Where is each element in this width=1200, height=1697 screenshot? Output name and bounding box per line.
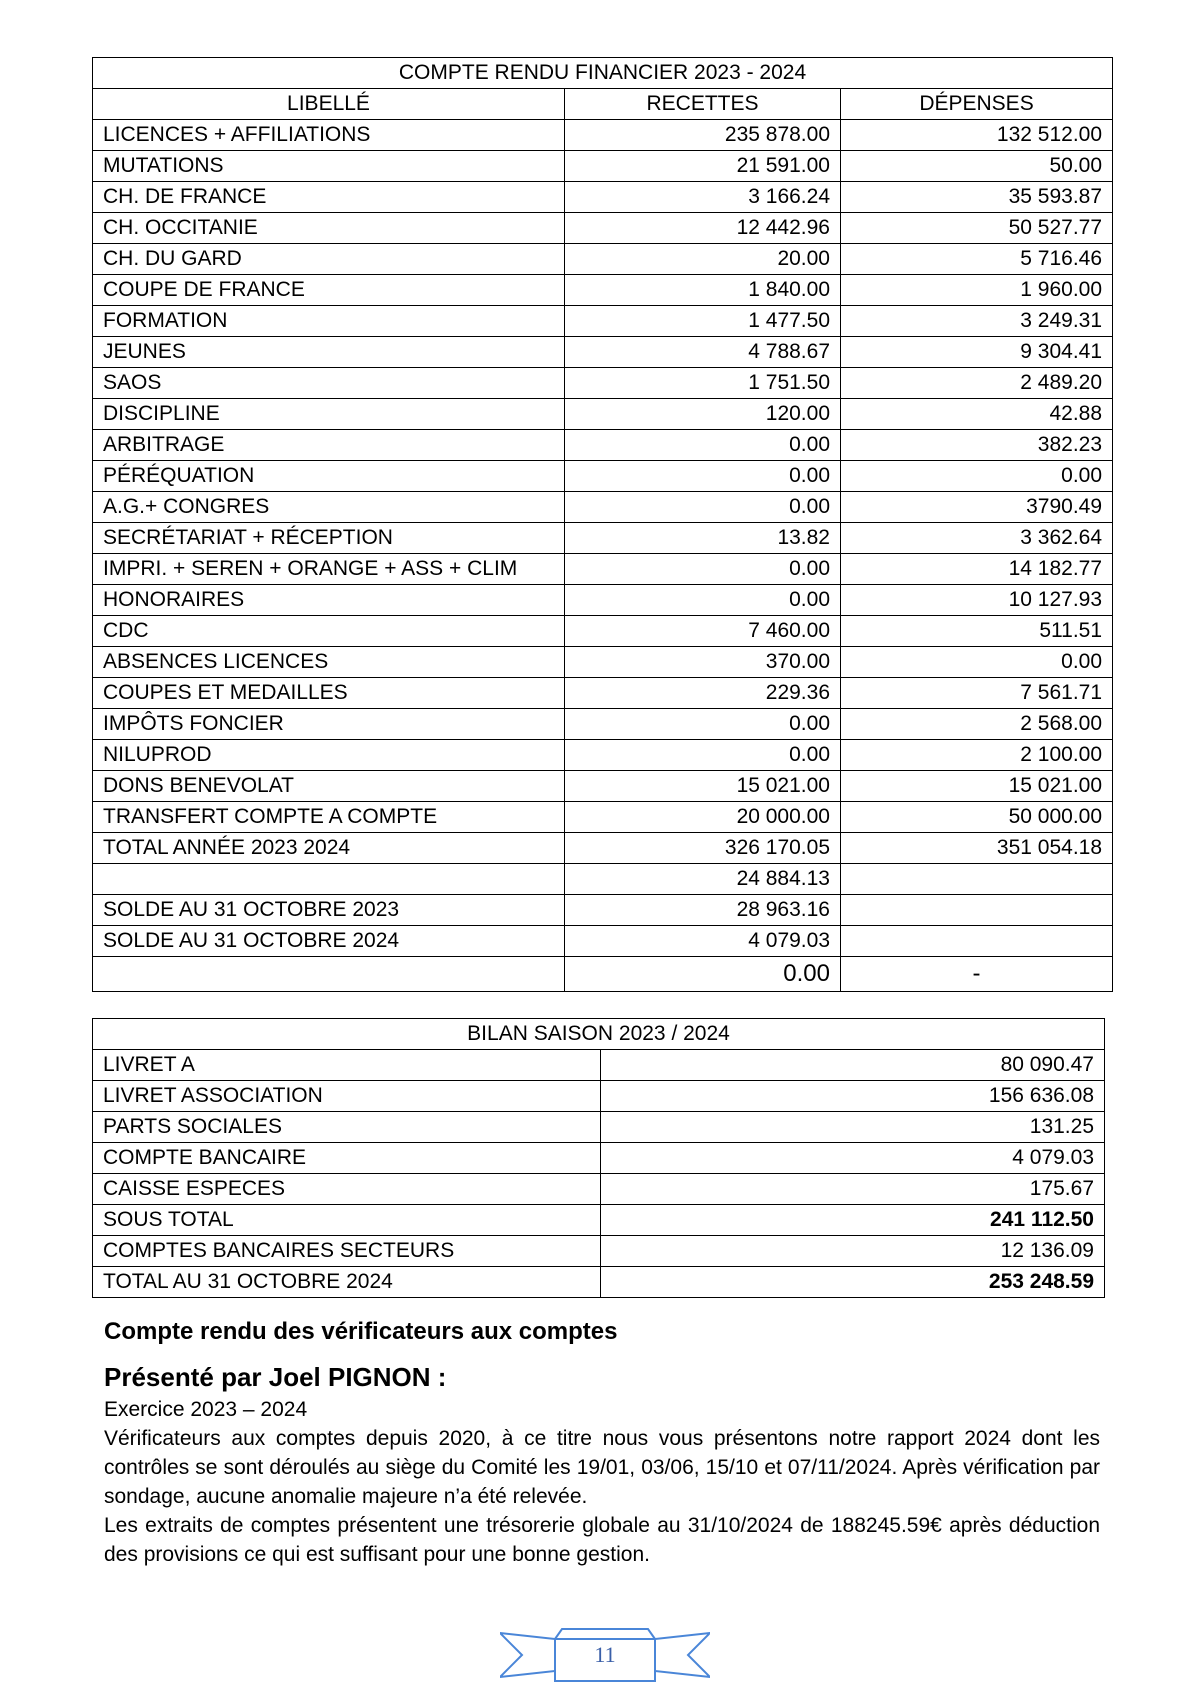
recettes-cell: 4 079.03	[565, 926, 841, 957]
table-row	[93, 399, 1113, 430]
verification-paragraph-2: Les extraits de comptes présentent une trésorerie globale au 31/10/2024 de 188245.59€ après déduction des provisions ce qui est suffisant pour une bonne gestion.	[104, 1514, 1100, 1566]
table-row	[93, 926, 1113, 957]
recettes-cell: 3 166.24	[565, 182, 841, 213]
row-label: CH. OCCITANIE	[93, 213, 565, 244]
depenses-cell: 50.00	[841, 151, 1113, 182]
row-label: ABSENCES LICENCES	[93, 647, 565, 678]
recettes-cell: 120.00	[565, 399, 841, 430]
row-label: MUTATIONS	[93, 151, 565, 182]
bilan-table-title: BILAN SAISON 2023 / 2024	[93, 1019, 1105, 1050]
row-label: FORMATION	[93, 306, 565, 337]
row-label: COMPTE BANCAIRE	[93, 1143, 601, 1174]
row-label: SAOS	[93, 368, 565, 399]
table-row	[93, 461, 1113, 492]
table-row	[93, 1174, 1105, 1205]
verification-paragraph-1: Vérificateurs aux comptes depuis 2020, à ce titre nous vous présentons notre rapport 2024 dont les contrôles se sont déroulés au siège du Comité les 19/01, 03/06, 15/10 et 07/11/2024. Après vérification par sondage, aucune anomalie majeure n’a été relevée.	[104, 1427, 1100, 1508]
row-label: IMPRI. + SEREN + ORANGE + ASS + CLIM	[93, 554, 565, 585]
depenses-cell	[841, 864, 1113, 895]
table-row	[93, 802, 1113, 833]
recettes-cell: 20 000.00	[565, 802, 841, 833]
row-label: SOUS TOTAL	[93, 1205, 601, 1236]
recettes-cell: 20.00	[565, 244, 841, 275]
value-cell: 4 079.03	[601, 1143, 1105, 1174]
depenses-cell	[841, 926, 1113, 957]
value-cell: 12 136.09	[601, 1236, 1105, 1267]
depenses-cell: 0.00	[841, 461, 1113, 492]
depenses-cell: 3790.49	[841, 492, 1113, 523]
row-label: NILUPROD	[93, 740, 565, 771]
table-row	[93, 120, 1113, 151]
table-row	[93, 337, 1113, 368]
recettes-cell: 4 788.67	[565, 337, 841, 368]
row-label: DISCIPLINE	[93, 399, 565, 430]
exercise-line: Exercice 2023 – 2024	[104, 1398, 308, 1421]
table-row	[93, 864, 1113, 895]
recettes-cell: 7 460.00	[565, 616, 841, 647]
depenses-cell: 351 054.18	[841, 833, 1113, 864]
recettes-cell: 1 751.50	[565, 368, 841, 399]
recettes-cell: 370.00	[565, 647, 841, 678]
recettes-cell: 0.00	[565, 430, 841, 461]
depenses-cell: 2 100.00	[841, 740, 1113, 771]
row-label: IMPÔTS FONCIER	[93, 709, 565, 740]
financial-table-title: COMPTE RENDU FINANCIER 2023 - 2024	[93, 58, 1113, 89]
table-row	[93, 554, 1113, 585]
depenses-cell: 7 561.71	[841, 678, 1113, 709]
bilan-table	[92, 1018, 1105, 1298]
depenses-cell: 50 527.77	[841, 213, 1113, 244]
recettes-cell: 0.00	[565, 740, 841, 771]
depenses-cell: 42.88	[841, 399, 1113, 430]
depenses-cell: 2 489.20	[841, 368, 1113, 399]
table-row	[93, 647, 1113, 678]
table-row	[93, 492, 1113, 523]
recettes-cell: 1 840.00	[565, 275, 841, 306]
table-row	[93, 244, 1113, 275]
page-number: 11	[594, 1642, 616, 1667]
recettes-cell: 0.00	[565, 492, 841, 523]
row-label: SECRÉTARIAT + RÉCEPTION	[93, 523, 565, 554]
row-label: SOLDE AU 31 OCTOBRE 2024	[93, 926, 565, 957]
recettes-cell: 235 878.00	[565, 120, 841, 151]
row-label: SOLDE AU 31 OCTOBRE 2023	[93, 895, 565, 926]
recettes-cell: 0.00	[565, 957, 841, 992]
table-row	[93, 771, 1113, 802]
table-row	[93, 306, 1113, 337]
table-row	[93, 430, 1113, 461]
row-label: JEUNES	[93, 337, 565, 368]
depenses-cell: 35 593.87	[841, 182, 1113, 213]
row-label: HONORAIRES	[93, 585, 565, 616]
table-row	[93, 1205, 1105, 1236]
row-label: CH. DU GARD	[93, 244, 565, 275]
depenses-cell: 3 249.31	[841, 306, 1113, 337]
row-label	[93, 957, 565, 992]
depenses-cell: 10 127.93	[841, 585, 1113, 616]
recettes-cell: 15 021.00	[565, 771, 841, 802]
depenses-cell: 1 960.00	[841, 275, 1113, 306]
recettes-cell: 21 591.00	[565, 151, 841, 182]
table-row	[93, 709, 1113, 740]
table-row	[93, 1050, 1105, 1081]
recettes-cell: 0.00	[565, 554, 841, 585]
row-label: COUPE DE FRANCE	[93, 275, 565, 306]
row-label: ARBITRAGE	[93, 430, 565, 461]
row-label	[93, 864, 565, 895]
verification-section	[104, 1315, 1100, 1569]
row-label: LICENCES + AFFILIATIONS	[93, 120, 565, 151]
financial-report-table	[92, 57, 1113, 992]
depenses-cell: 15 021.00	[841, 771, 1113, 802]
value-cell: 175.67	[601, 1174, 1105, 1205]
row-label: A.G.+ CONGRES	[93, 492, 565, 523]
table-row-final	[93, 957, 1113, 992]
depenses-cell: -	[841, 957, 1113, 992]
row-label: LIVRET ASSOCIATION	[93, 1081, 601, 1112]
table-row	[93, 1081, 1105, 1112]
verification-heading: Compte rendu des vérificateurs aux comptes	[104, 1318, 618, 1345]
depenses-cell: 132 512.00	[841, 120, 1113, 151]
depenses-cell: 2 568.00	[841, 709, 1113, 740]
recettes-cell: 0.00	[565, 709, 841, 740]
presenter-heading: Présenté par Joel PIGNON :	[104, 1362, 447, 1392]
column-header-depenses: DÉPENSES	[841, 89, 1113, 120]
recettes-cell: 12 442.96	[565, 213, 841, 244]
table-row	[93, 585, 1113, 616]
row-label: PARTS SOCIALES	[93, 1112, 601, 1143]
row-label: TRANSFERT COMPTE A COMPTE	[93, 802, 565, 833]
depenses-cell: 5 716.46	[841, 244, 1113, 275]
table-row	[93, 1143, 1105, 1174]
value-cell: 241 112.50	[601, 1205, 1105, 1236]
value-cell: 131.25	[601, 1112, 1105, 1143]
row-label: TOTAL ANNÉE 2023 2024	[93, 833, 565, 864]
table-row	[93, 740, 1113, 771]
depenses-cell: 3 362.64	[841, 523, 1113, 554]
depenses-cell: 9 304.41	[841, 337, 1113, 368]
row-label: CAISSE ESPECES	[93, 1174, 601, 1205]
column-header-recettes: RECETTES	[565, 89, 841, 120]
table-row	[93, 182, 1113, 213]
row-label: TOTAL AU 31 OCTOBRE 2024	[93, 1267, 601, 1298]
depenses-cell	[841, 895, 1113, 926]
recettes-cell: 229.36	[565, 678, 841, 709]
table-row	[93, 833, 1113, 864]
recettes-cell: 28 963.16	[565, 895, 841, 926]
depenses-cell: 14 182.77	[841, 554, 1113, 585]
row-label: CH. DE FRANCE	[93, 182, 565, 213]
table-row	[93, 151, 1113, 182]
row-label: LIVRET A	[93, 1050, 601, 1081]
table-row	[93, 1267, 1105, 1298]
table-row	[93, 213, 1113, 244]
table-row	[93, 616, 1113, 647]
table-title-row	[93, 58, 1113, 89]
row-label: PÉRÉQUATION	[93, 461, 565, 492]
row-label: CDC	[93, 616, 565, 647]
recettes-cell: 1 477.50	[565, 306, 841, 337]
value-cell: 80 090.47	[601, 1050, 1105, 1081]
recettes-cell: 0.00	[565, 461, 841, 492]
recettes-cell: 326 170.05	[565, 833, 841, 864]
table-row	[93, 523, 1113, 554]
recettes-cell: 13.82	[565, 523, 841, 554]
column-header-libelle: LIBELLÉ	[93, 89, 565, 120]
depenses-cell: 0.00	[841, 647, 1113, 678]
table-row	[93, 895, 1113, 926]
row-label: DONS BENEVOLAT	[93, 771, 565, 802]
table-row	[93, 1112, 1105, 1143]
table-row	[93, 368, 1113, 399]
recettes-cell: 0.00	[565, 585, 841, 616]
recettes-cell: 24 884.13	[565, 864, 841, 895]
table-row	[93, 678, 1113, 709]
value-cell: 156 636.08	[601, 1081, 1105, 1112]
table-header-row	[93, 89, 1113, 120]
depenses-cell: 382.23	[841, 430, 1113, 461]
row-label: COMPTES BANCAIRES SECTEURS	[93, 1236, 601, 1267]
depenses-cell: 511.51	[841, 616, 1113, 647]
value-cell: 253 248.59	[601, 1267, 1105, 1298]
table-title-row	[93, 1019, 1105, 1050]
table-row	[93, 1236, 1105, 1267]
depenses-cell: 50 000.00	[841, 802, 1113, 833]
table-row	[93, 275, 1113, 306]
row-label: COUPES ET MEDAILLES	[93, 678, 565, 709]
